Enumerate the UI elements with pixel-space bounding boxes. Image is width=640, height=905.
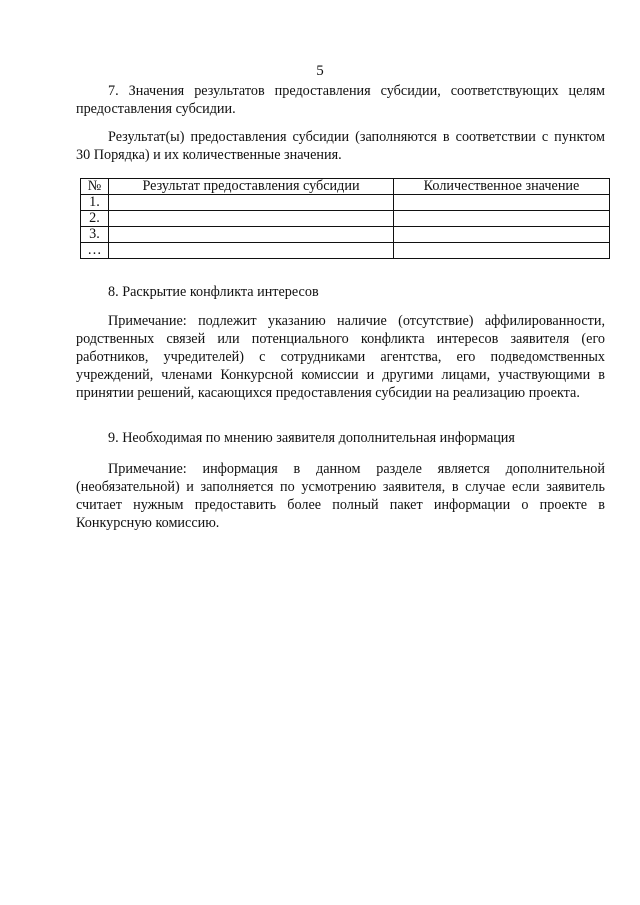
result-cell <box>109 195 394 211</box>
result-cell <box>109 243 394 259</box>
table-row <box>81 211 610 227</box>
row-number-cell: 3. <box>81 227 109 243</box>
column-header-result: Результат предоставления субсидии <box>109 179 394 195</box>
section-7-intro: Результат(ы) предоставления субсидии (заполняются в соответствии с пунктом 30 Порядка) и их количественные значения. <box>76 129 605 163</box>
section-8-heading: 8. Раскрытие конфликта интересов <box>108 284 319 300</box>
table-row <box>81 227 610 243</box>
table-row <box>81 195 610 211</box>
row-number-cell: 1. <box>81 195 109 211</box>
section-9-heading: 9. Необходимая по мнению заявителя дополнительная информация <box>108 430 515 446</box>
quantity-cell <box>394 195 610 211</box>
result-cell <box>109 211 394 227</box>
result-cell <box>109 227 394 243</box>
column-header-quantity: Количественное значение <box>394 179 610 195</box>
section-9-note: Примечание: информация в данном разделе является дополнительной (необязательной) и заполняется по усмотрению заявителя, в случае если заявитель считает нужным предоставить более полный пакет информации о проекте в Конкурсную комиссию. <box>76 461 605 531</box>
section-8-note: Примечание: подлежит указанию наличие (отсутствие) аффилированности, родственных связей или потенциального конфликта интересов заявителя (его работников, учредителей) с сотрудниками агентства, его подведомственных учреждений, членами Конкурсной комиссии и другими лицами, участвующими в принятии решений, касающихся предоставления субсидии на реализацию проекта. <box>76 313 605 401</box>
quantity-cell <box>394 243 610 259</box>
row-number-cell: 2. <box>81 211 109 227</box>
column-header-number: № <box>81 179 109 195</box>
section-7-heading: 7. Значения результатов предоставления субсидии, соответствующих целям предоставления субсидии. <box>76 83 605 117</box>
results-table <box>80 178 610 259</box>
table-header-row <box>81 179 610 195</box>
page-number: 5 <box>316 63 324 79</box>
quantity-cell <box>394 227 610 243</box>
table-row <box>81 243 610 259</box>
row-number-cell: … <box>81 243 109 259</box>
quantity-cell <box>394 211 610 227</box>
